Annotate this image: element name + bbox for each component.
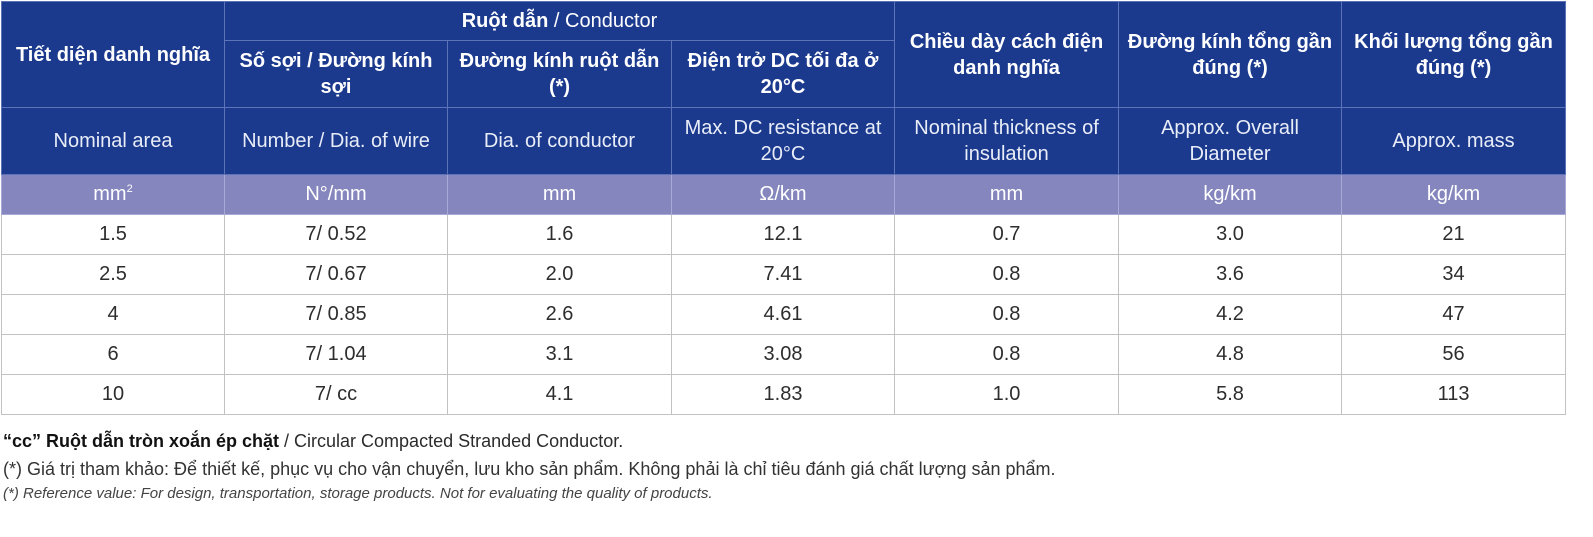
header-insulation-thickness: Chiều dày cách điện danh nghĩa bbox=[895, 2, 1119, 108]
unit-overall-dia: kg/km bbox=[1119, 175, 1342, 215]
header-en-resistance: Max. DC resistance at 20°C bbox=[672, 108, 895, 175]
table-cell: 0.7 bbox=[895, 215, 1119, 255]
unit-conductor-dia: mm bbox=[448, 175, 672, 215]
unit-area-sup: 2 bbox=[126, 183, 133, 195]
table-cell: 0.8 bbox=[895, 255, 1119, 295]
header-conductor-vi: Ruột dẫn bbox=[461, 10, 549, 32]
cable-spec-table bbox=[1, 1, 1566, 415]
table-cell: 113 bbox=[1342, 375, 1566, 415]
table-cell: 7/ 0.85 bbox=[225, 295, 448, 335]
header-en-nominal-area: Nominal area bbox=[2, 108, 225, 175]
table-cell: 12.1 bbox=[672, 215, 895, 255]
table-cell: 6 bbox=[2, 335, 225, 375]
table-cell: 1.83 bbox=[672, 375, 895, 415]
table-cell: 56 bbox=[1342, 335, 1566, 375]
reference-note-en: (*) Reference value: For design, transportation, storage products. Not for evaluating the quality of products. bbox=[3, 485, 713, 502]
header-en-mass: Approx. mass bbox=[1342, 108, 1566, 175]
table-cell: 7/ 1.04 bbox=[225, 335, 448, 375]
header-en-conductor-dia: Dia. of conductor bbox=[448, 108, 672, 175]
table-cell: 1.5 bbox=[2, 215, 225, 255]
unit-mass: kg/km bbox=[1342, 175, 1566, 215]
table-cell: 47 bbox=[1342, 295, 1566, 335]
header-en-overall-dia: Approx. Overall Diameter bbox=[1119, 108, 1342, 175]
header-en-insulation: Nominal thickness of insulation bbox=[895, 108, 1119, 175]
table-cell: 7/ 0.52 bbox=[225, 215, 448, 255]
reference-note-vi: (*) Giá trị tham khảo: Để thiết kế, phục vụ cho vận chuyển, lưu kho sản phẩm. Không phải là chỉ tiêu đánh giá chất lượng sản phẩm. bbox=[3, 459, 1056, 479]
table-cell: 0.8 bbox=[895, 335, 1119, 375]
table-cell: 0.8 bbox=[895, 295, 1119, 335]
header-nominal-area: Tiết diện danh nghĩa bbox=[2, 2, 225, 108]
header-conductor-diameter: Đường kính ruột dẫn (*) bbox=[448, 41, 672, 108]
table-row bbox=[2, 295, 1566, 335]
table-row bbox=[2, 215, 1566, 255]
unit-area bbox=[2, 175, 225, 215]
table-cell: 3.08 bbox=[672, 335, 895, 375]
cc-note bbox=[3, 428, 1056, 454]
unit-insulation: mm bbox=[895, 175, 1119, 215]
unit-area-base: mm bbox=[93, 183, 127, 205]
header-conductor-en: / Conductor bbox=[548, 10, 658, 32]
table-row bbox=[2, 375, 1566, 415]
table-cell: 1.6 bbox=[448, 215, 672, 255]
unit-wire: N°/mm bbox=[225, 175, 448, 215]
header-approx-mass: Khối lượng tổng gần đúng (*) bbox=[1342, 2, 1566, 108]
unit-resistance: Ω/km bbox=[672, 175, 895, 215]
table-cell: 1.0 bbox=[895, 375, 1119, 415]
table-cell: 5.8 bbox=[1119, 375, 1342, 415]
footnotes bbox=[3, 428, 1056, 504]
table-cell: 3.1 bbox=[448, 335, 672, 375]
table-cell: 10 bbox=[2, 375, 225, 415]
table-cell: 3.0 bbox=[1119, 215, 1342, 255]
table-cell: 21 bbox=[1342, 215, 1566, 255]
header-dc-resistance: Điện trở DC tối đa ở 20°C bbox=[672, 41, 895, 108]
header-conductor-group bbox=[225, 2, 895, 41]
table-cell: 2.5 bbox=[2, 255, 225, 295]
header-overall-diameter: Đường kính tổng gần đúng (*) bbox=[1119, 2, 1342, 108]
table-cell: 4.1 bbox=[448, 375, 672, 415]
table-cell: 4.61 bbox=[672, 295, 895, 335]
table-cell: 7.41 bbox=[672, 255, 895, 295]
table-cell: 7/ cc bbox=[225, 375, 448, 415]
table-row bbox=[2, 255, 1566, 295]
table-cell: 3.6 bbox=[1119, 255, 1342, 295]
table-cell: 4.2 bbox=[1119, 295, 1342, 335]
header-en-wire: Number / Dia. of wire bbox=[225, 108, 448, 175]
table-cell: 2.0 bbox=[448, 255, 672, 295]
table-cell: 34 bbox=[1342, 255, 1566, 295]
table-cell: 7/ 0.67 bbox=[225, 255, 448, 295]
units-row bbox=[2, 175, 1566, 215]
table-row bbox=[2, 335, 1566, 375]
cc-note-rest: / Circular Compacted Stranded Conductor. bbox=[279, 431, 624, 451]
table-cell: 4.8 bbox=[1119, 335, 1342, 375]
table-cell: 4 bbox=[2, 295, 225, 335]
header-wire-count: Số sợi / Đường kính sợi bbox=[225, 41, 448, 108]
table-cell: 2.6 bbox=[448, 295, 672, 335]
cc-note-bold: “cc” Ruột dẫn tròn xoắn ép chặt bbox=[3, 431, 280, 451]
